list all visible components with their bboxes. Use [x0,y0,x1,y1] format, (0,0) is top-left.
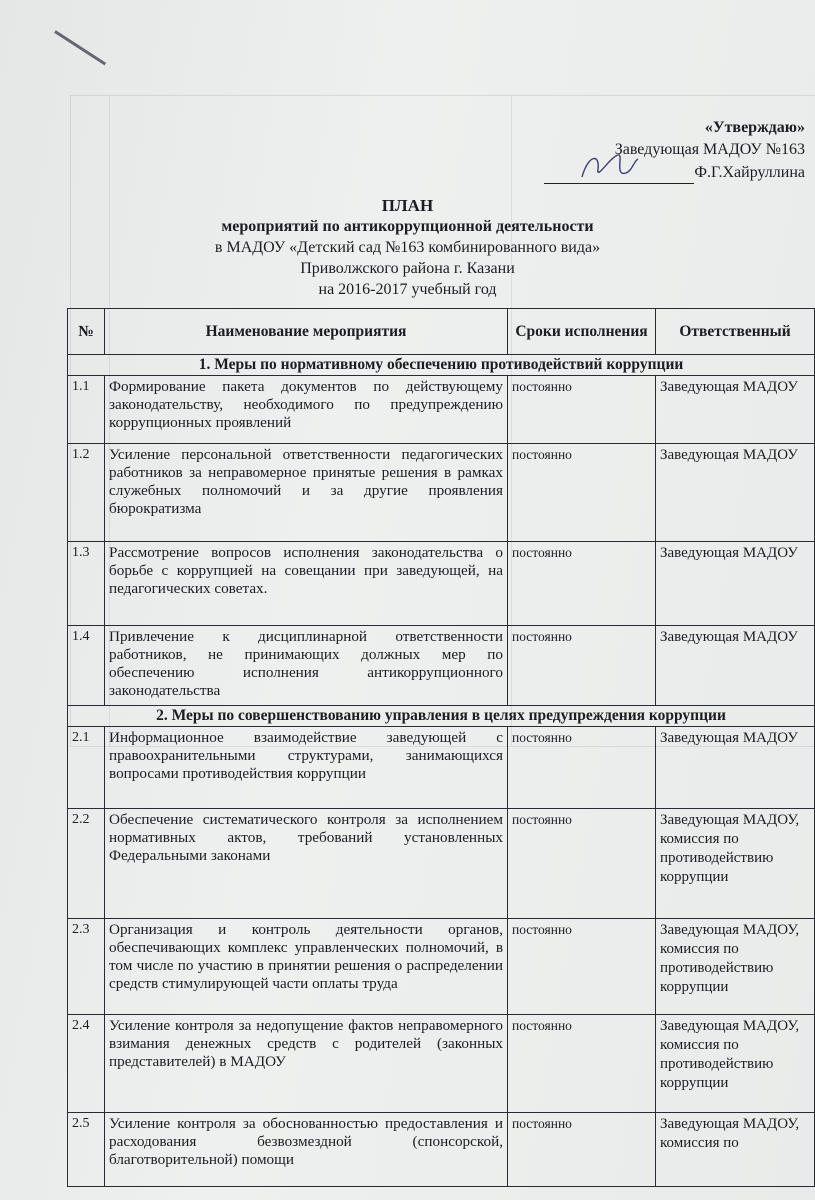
row-number: 1.1 [68,376,105,444]
signature-line [544,161,694,184]
row-number: 2.4 [68,1015,105,1113]
table-row [68,809,815,919]
pen-stroke-mark [54,30,106,65]
row-activity: Привлечение к дисциплинарной ответственности работников, не принимающих должных мер по обеспечению исполнения антикоррупционного законодательства [105,626,508,706]
section-title: 1. Меры по нормативному обеспечению противодействий коррупции [68,355,815,376]
column-header-responsible: Ответственный [656,309,815,355]
approval-title: «Утверждаю» [704,119,805,136]
table-row [68,626,815,706]
row-term: постоянно [508,444,656,542]
row-number: 1.3 [68,542,105,626]
row-activity: Усиление контроля за недопущение фактов неправомерного взимания денежных средств с родителей (законных представителей) в МАДОУ [105,1015,508,1113]
row-activity: Обеспечение систематического контроля за исполнением нормативных актов, требований установленных Федеральными законами [105,809,508,919]
header-line-2: Приволжского района г. Казани [300,260,515,277]
table-row [68,1113,815,1187]
row-responsible: Заведующая МАДОУ [656,542,815,626]
row-responsible: Заведующая МАДОУ, комиссия по [656,1113,815,1187]
row-term: постоянно [508,727,656,809]
table-row [68,444,815,542]
row-activity: Усиление контроля за обоснованностью предоставления и расходования безвозмездной (спонсорской, благотворительной) помощи [105,1113,508,1187]
row-term: постоянно [508,809,656,919]
approval-block [454,117,805,184]
approval-signer: Ф.Г.Хайруллина [694,164,805,181]
row-term: постоянно [508,1113,656,1187]
row-number: 1.4 [68,626,105,706]
table-row [68,376,815,444]
table-row [68,542,815,626]
row-term: постоянно [508,1015,656,1113]
row-term: постоянно [508,376,656,444]
column-header-term: Сроки исполнения [508,309,656,355]
row-term: постоянно [508,919,656,1015]
row-responsible: Заведующая МАДОУ [656,376,815,444]
row-activity: Организация и контроль деятельности органов, обеспечивающих комплекс управленческих полномочий, в том числе по участию в принятии решения о распределении средств стимулирующей части оплаты труда [105,919,508,1015]
document-header [0,195,815,300]
row-responsible: Заведующая МАДОУ [656,444,815,542]
table-row [68,727,815,809]
table-row [68,919,815,1015]
plan-table [67,308,815,1187]
section-title: 2. Меры по совершенствованию управления в целях предупреждения коррупции [68,706,815,727]
row-activity: Рассмотрение вопросов исполнения законодательства о борьбе с коррупцией на совещании при заведующей, на педагогических советах. [105,542,508,626]
row-number: 2.2 [68,809,105,919]
row-activity: Информационное взаимодействие заведующей с правоохранительными структурами, занимающихся вопросами противодействия коррупции [105,727,508,809]
header-line-3: на 2016-2017 учебный год [318,281,497,298]
row-responsible: Заведующая МАДОУ [656,727,815,809]
row-activity: Формирование пакета документов по действующему законодательству, необходимого по предупреждению коррупционных проявлений [105,376,508,444]
row-number: 2.1 [68,727,105,809]
signature-scribble [574,147,644,187]
row-number: 2.5 [68,1113,105,1187]
row-responsible: Заведующая МАДОУ, комиссия по противодействию коррупции [656,1015,815,1113]
column-header-name: Наименование мероприятия [105,309,508,355]
document-subtitle: мероприятий по антикоррупционной деятельности [221,218,594,235]
column-header-number: № [68,309,105,355]
row-responsible: Заведующая МАДОУ, комиссия по противодействию коррупции [656,919,815,1015]
row-activity: Усиление персональной ответственности педагогических работников за неправомерное принятые решения в рамках служебных полномочий и за другие проявления бюрократизма [105,444,508,542]
header-line-1: в МАДОУ «Детский сад №163 комбинированного вида» [214,239,601,256]
row-responsible: Заведующая МАДОУ [656,626,815,706]
row-responsible: Заведующая МАДОУ, комиссия по противодействию коррупции [656,809,815,919]
row-number: 1.2 [68,444,105,542]
row-term: постоянно [508,542,656,626]
row-number: 2.3 [68,919,105,1015]
document-title: ПЛАН [381,196,434,215]
approval-position: Заведующая МАДОУ №163 [614,141,805,158]
table-row [68,1015,815,1113]
row-term: постоянно [508,626,656,706]
